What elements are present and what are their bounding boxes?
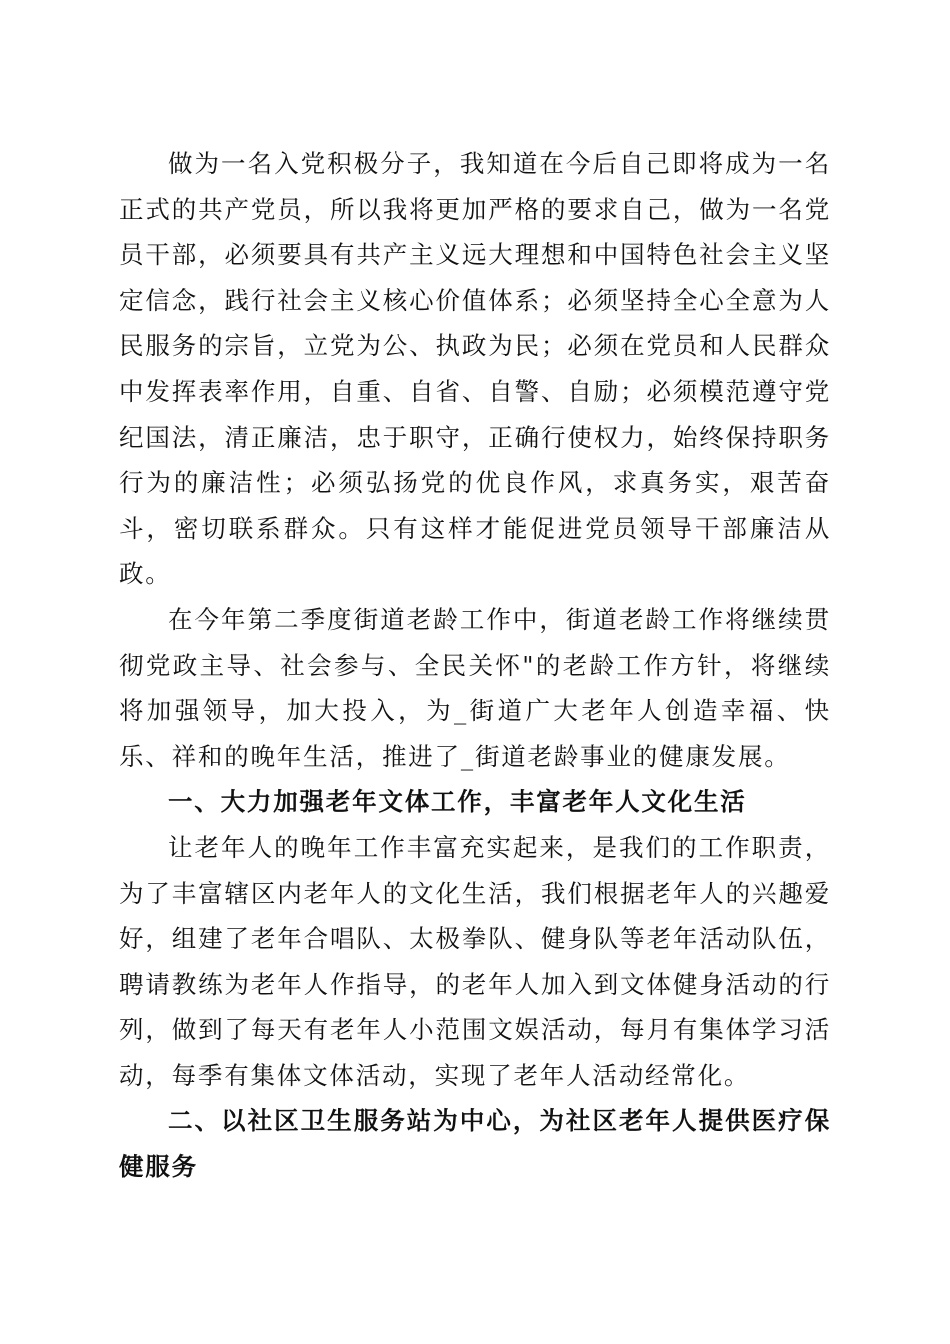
section-heading-health-services: 二、以社区卫生服务站为中心，为社区老年人提供医疗保健服务 bbox=[119, 1106, 831, 1182]
paragraph-elderly-work-overview: 在今年第二季度街道老龄工作中，街道老龄工作将继续贯彻党政主导、社会参与、全民关怀"的老龄工作方针，将继续将加强领导，加大投入，为_街道广大老年人创造幸福、快乐、祥和的晚年生活，推进了_街道老龄事业的健康发展。 bbox=[119, 604, 831, 771]
paragraph-culture-sports-activities: 让老年人的晚年工作丰富充实起来，是我们的工作职责，为了丰富辖区内老年人的文化生活，我们根据老年人的兴趣爱好，组建了老年合唱队、太极拳队、健身队等老年活动队伍，聘请教练为老年人作指导，的老年人加入到文体健身活动的行列，做到了每天有老年人小范围文娱活动，每月有集体学习活动，每季有集体文体活动，实现了老年人活动经常化。 bbox=[119, 832, 831, 1090]
paragraph-party-member-commitment: 做为一名入党积极分子，我知道在今后自己即将成为一名正式的共产党员，所以我将更加严格的要求自己，做为一名党员干部，必须要具有共产主义远大理想和中国特色社会主义坚定信念，践行社会主义核心价值体系；必须坚持全心全意为人民服务的宗旨，立党为公、执政为民；必须在党员和人民群众中发挥表率作用，自重、自省、自警、自励；必须模范遵守党纪国法，清正廉洁，忠于职守，正确行使权力，始终保持职务行为的廉洁性；必须弘扬党的优良作风，求真务实，艰苦奋斗，密切联系群众。只有这样才能促进党员领导干部廉洁从政。 bbox=[119, 149, 831, 589]
document-body bbox=[119, 141, 831, 1190]
section-heading-culture-sports: 一、大力加强老年文体工作，丰富老年人文化生活 bbox=[168, 787, 747, 817]
